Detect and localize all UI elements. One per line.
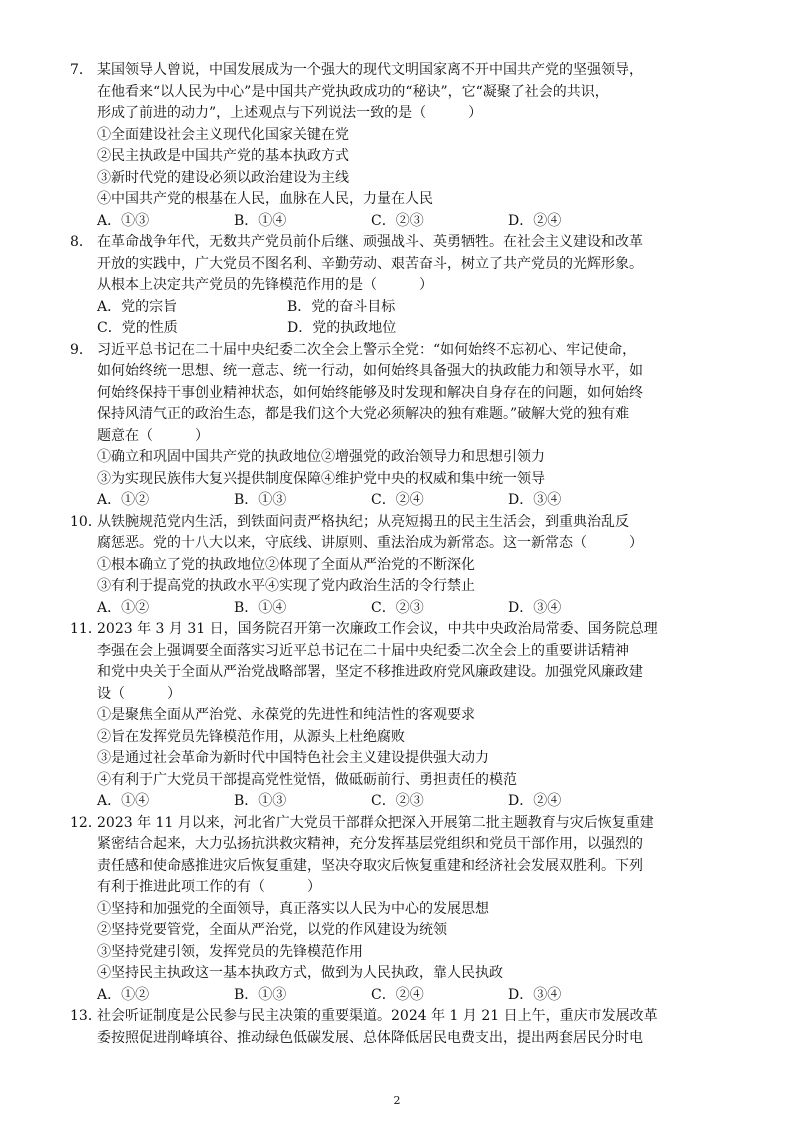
statement-option: ③为实现民族伟大复兴提供制度保障④维护党中央的权威和集中统一领导 [97,470,545,487]
answer-choices [70,985,725,1007]
stem-line: 和党中央关于全面从严治党战略部署，坚定不移推进政府党风廉政建设。加强党风廉政建 [97,664,643,680]
choice-d: D．③④ [508,986,562,1003]
statement-option: ③有利于提高党的执政水平④实现了党内政治生活的令行禁止 [97,578,475,594]
choice-d: D．②④ [508,793,562,809]
stem-line: 责任感和使命感推进灾后恢复重建，坚决夺取灾后恢复重建和经济社会发展双胜利。下列 [97,857,643,874]
stem-line: 习近平总书记在二十届中央纪委二次全会上警示全党：“如何始终不忘初心、牢记使命， [97,341,637,358]
statement-option: ①根本确立了党的执政地位②体现了全面从严治党的不断深化 [97,556,475,573]
answer-choices [70,598,725,620]
stem-line: 委按照促进削峰填谷、推动绿色低碳发展、总体降低居民电费支出，提出两套居民分时电 [97,1029,643,1046]
choice-b: B．①④ [234,599,287,616]
choice-c: C．党的性质 [97,320,178,336]
statement-option: ③新时代党的建设必须以政治建设为主线 [97,169,349,186]
statement-option: ②坚持党要管党，全面从严治党，以党的作风建设为统领 [97,922,447,938]
question-13 [70,1006,725,1049]
choice-c: C．②③ [371,599,424,616]
choice-b: B．①③ [234,793,287,809]
stem-line: 2023 年 11 月以来，河北省广大党员干部群众把深入开展第二批主题教育与灾后恢复重建 [97,814,654,831]
question-11 [70,619,725,813]
statement-option: ④中国共产党的根基在人民，血脉在人民，力量在人民 [97,191,433,207]
stem-line: 李强在会上强调要全面落实习近平总书记在二十届中央纪委二次全会上的重要讲话精神 [97,642,629,659]
question-10 [70,512,725,620]
stem-line: 如何始终统一思想、统一意志、统一行动，如何始终具备强大的执政能力和领导水平，如 [97,363,643,379]
statement-option: ④有利于广大党员干部提高党性觉悟，做砥砺前行、勇担责任的模范 [97,771,517,788]
question-number: 12． [70,814,102,831]
stem-line: 设（ ） [97,685,181,702]
page-number: 2 [393,1094,401,1107]
question-number: 13． [70,1008,102,1024]
statement-option: ③坚持党建引领，发挥党员的先锋模范作用 [97,943,363,960]
choice-d: D．③④ [508,492,562,508]
statement-option: ①坚持和加强党的全面领导，真正落实以人民为中心的发展思想 [97,900,489,917]
question-number: 8． [70,234,93,250]
stem-line: 题意在（ ） [97,427,209,444]
stem-line: 在革命战争年代，无数共产党员前仆后继、顽强战斗、英勇牺牲。在社会主义建设和改革 [97,234,643,250]
stem-line: 有利于推进此项工作的有（ ） [97,879,321,895]
question-stem [70,60,725,125]
choice-c: C．②④ [371,986,424,1003]
stem-line: 社会听证制度是公民参与民主决策的重要渠道。2024 年 1 月 21 日上午，重庆市发展改革 [97,1008,658,1024]
question-stem [70,232,725,297]
answer-choices [70,791,725,813]
question-list [70,60,725,1049]
answer-choices [70,211,725,233]
choice-a: A．①④ [97,793,150,809]
question-stem [70,340,725,448]
answer-choices [70,297,725,319]
choice-c: C．②③ [371,212,424,229]
stem-line: 形成了前进的动力”，上述观点与下列说法一致的是（ ） [97,105,483,121]
choice-d: D．党的执政地位 [287,320,397,336]
question-number: 7． [70,62,93,78]
question-number: 11． [70,621,102,637]
stem-line: 何始终保持干事创业精神状态，如何始终能够及时发现和解决自身存在的问题，如何始终 [97,384,643,401]
stem-line: 从铁腕规范党内生活，到铁面问责严格执纪；从亮短揭丑的民主生活会，到重典治乱反 [97,513,629,530]
choice-a: A．①② [97,986,150,1003]
choice-b: B．①③ [234,492,287,508]
question-number: 9． [70,341,93,358]
statement-option: ④坚持民主执政这一基本执政方式，做到为人民执政，靠人民执政 [97,965,503,981]
choice-b: B．①④ [234,212,287,229]
choice-b: B．①③ [234,986,287,1003]
choice-d: D．③④ [508,599,562,616]
choice-a: A．①② [97,599,150,616]
stem-line: 在他看来“以人民为中心”是中国共产党执政成功的“秘诀”，它“凝聚了社会的共识， [97,83,609,100]
choice-d: D．②④ [508,212,562,229]
stem-line: 开放的实践中，广大党员不图名利、辛勤劳动、艰苦奋斗，树立了共产党员的光辉形象。 [97,255,643,272]
question-stem [70,619,725,705]
stem-line: 腐惩恶。党的十八大以来，守底线、讲原则、重法治成为新常态。这一新常态（ ） [97,535,643,551]
choice-a: A．①② [97,492,150,508]
statement-option: ②民主执政是中国共产党的基本执政方式 [97,148,349,164]
choice-b: B．党的奋斗目标 [287,298,396,315]
question-stem [70,512,725,555]
statement-option: ②旨在发挥党员先锋模范作用，从源头上杜绝腐败 [97,728,405,745]
statement-option: ③是通过社会革命为新时代中国特色社会主义建设提供强大动力 [97,750,489,766]
choice-c: C．②④ [371,492,424,508]
answer-choices [70,318,725,340]
answer-choices [70,490,725,512]
stem-line: 保持风清气正的政治生态，都是我们这个大党必须解决的独有难题。”破解大党的独有难 [97,406,630,422]
choice-a: A．党的宗旨 [97,298,178,315]
stem-line: 紧密结合起来，大力弘扬抗洪救灾精神，充分发挥基层党组织和党员干部作用，以强烈的 [97,836,643,852]
question-7 [70,60,725,232]
question-12 [70,813,725,1007]
choice-a: A．①③ [97,212,150,229]
statement-option: ①是聚焦全面从严治党、永葆党的先进性和纯洁性的客观要求 [97,707,475,723]
stem-line: 2023 年 3 月 31 日，国务院召开第一次廉政工作会议，中共中央政治局常委、国务院总理 [97,621,658,637]
stem-line: 某国领导人曾说，中国发展成为一个强大的现代文明国家离不开中国共产党的坚强领导， [97,62,643,78]
question-9 [70,340,725,512]
question-number: 10． [70,513,102,530]
question-8 [70,232,725,340]
choice-c: C．②③ [371,793,424,809]
question-stem [70,1006,725,1049]
statement-option: ①全面建设社会主义现代化国家关键在党 [97,126,349,143]
stem-line: 从根本上决定共产党员的先锋模范作用的是（ ） [97,277,433,293]
statement-option: ①确立和巩固中国共产党的执政地位②增强党的政治领导力和思想引领力 [97,449,545,465]
question-stem [70,813,725,899]
